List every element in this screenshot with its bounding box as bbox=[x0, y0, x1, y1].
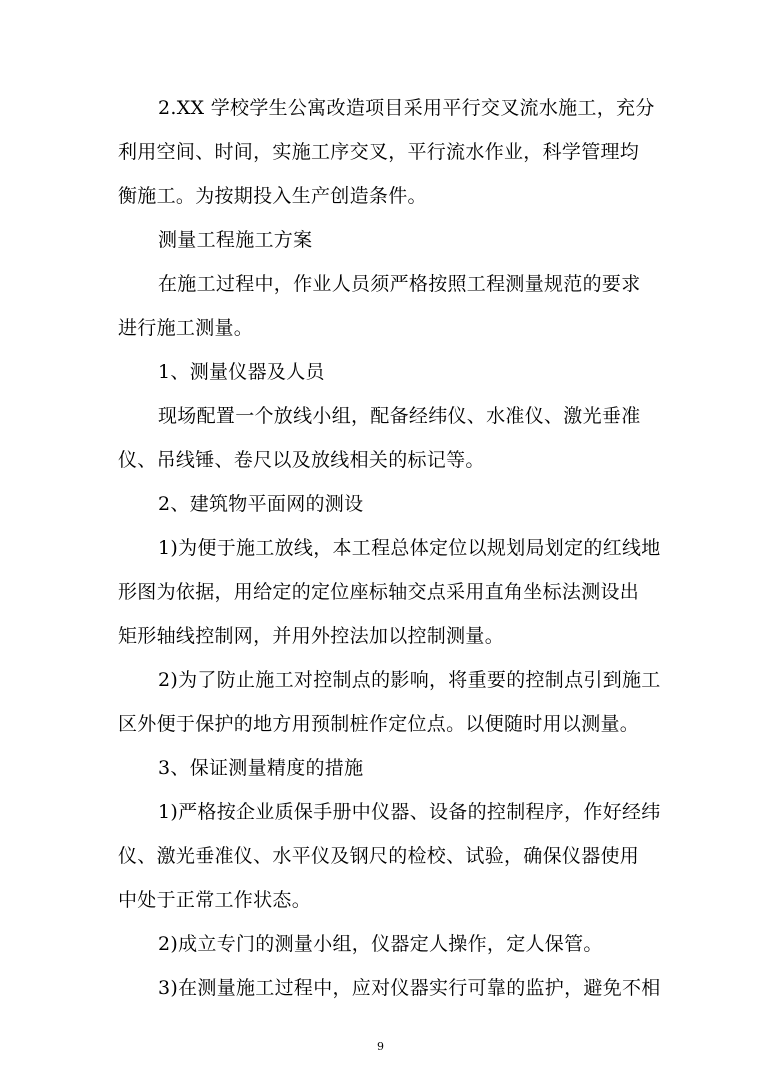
text-line: 现场配置一个放线小组，配备经纬仪、水准仪、激光垂准 bbox=[158, 405, 641, 427]
subsection-heading: 1、测量仪器及人员 bbox=[158, 361, 325, 383]
text-line: 2)为了防止施工对控制点的影响，将重要的控制点引到施工 bbox=[158, 669, 661, 691]
text-line: 矩形轴线控制网，并用外控法加以控制测量。 bbox=[118, 625, 505, 647]
subsection-heading: 2、建筑物平面网的测设 bbox=[158, 493, 364, 515]
text-line: 形图为依据，用给定的定位座标轴交点采用直角坐标法测设出 bbox=[118, 581, 640, 603]
subsection-heading: 3、保证测量精度的措施 bbox=[158, 757, 364, 779]
text-line: 进行施工测量。 bbox=[118, 317, 254, 339]
text-line: 1)严格按企业质保手册中仪器、设备的控制程序，作好经纬 bbox=[158, 801, 661, 823]
text-line: 仪、吊线锤、卷尺以及放线相关的标记等。 bbox=[118, 449, 485, 471]
text-line: 中处于正常工作状态。 bbox=[118, 889, 312, 911]
text-line: 2)成立专门的测量小组，仪器定人操作，定人保管。 bbox=[158, 933, 603, 955]
text-line: 衡施工。为按期投入生产创造条件。 bbox=[118, 185, 427, 207]
text-line: 利用空间、时间，实施工序交叉，平行流水作业，科学管理均 bbox=[118, 141, 640, 163]
text-line: 1)为便于施工放线，本工程总体定位以规划局划定的红线地 bbox=[158, 537, 661, 559]
section-heading: 测量工程施工方案 bbox=[158, 229, 313, 251]
text-line: 2.XX 学校学生公寓改造项目采用平行交叉流水施工，充分 bbox=[158, 97, 655, 119]
text-line: 区外便于保护的地方用预制桩作定位点。以便随时用以测量。 bbox=[118, 713, 640, 735]
page-number: 9 bbox=[377, 1040, 384, 1053]
text-line: 仪、激光垂准仪、水平仪及钢尺的检校、试验，确保仪器使用 bbox=[118, 845, 640, 867]
text-line: 3)在测量施工过程中，应对仪器实行可靠的监护，避免不相 bbox=[158, 977, 661, 999]
text-line: 在施工过程中，作业人员须严格按照工程测量规范的要求 bbox=[158, 273, 641, 295]
